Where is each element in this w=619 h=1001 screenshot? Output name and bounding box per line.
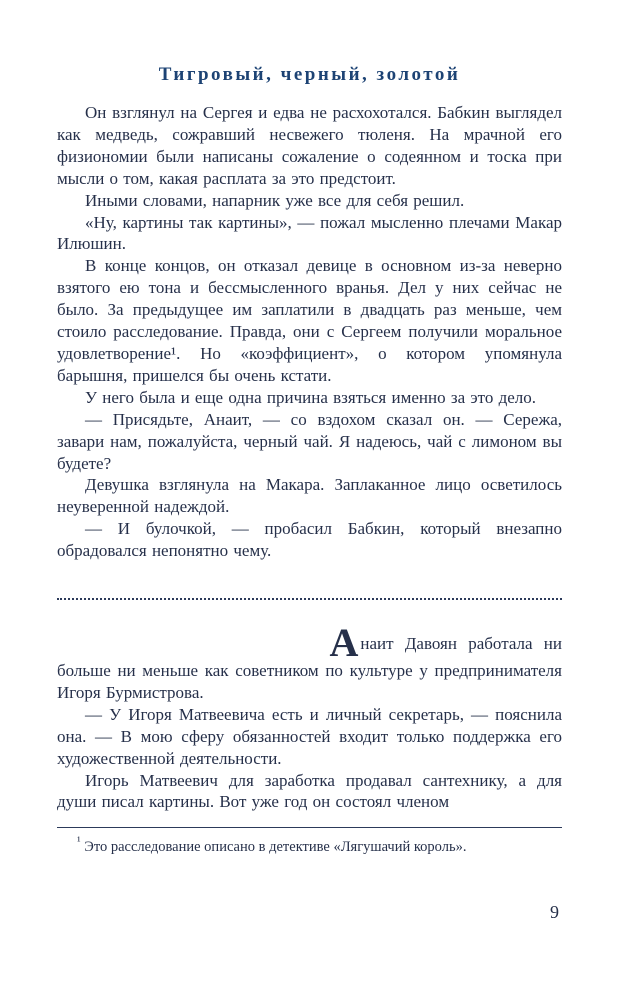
paragraph: — У Игоря Матвеевича есть и личный секретарь, — пояснила она. — В мою сферу обязанностей входит только поддержка его художественной деятельности. <box>57 704 562 768</box>
drop-cap: А <box>329 620 359 666</box>
paragraph: «Ну, картины так картины», — пожал мысленно плечами Макар Илюшин. <box>57 212 562 254</box>
paragraph: Иными словами, напарник уже все для себя решил. <box>85 190 465 210</box>
paragraph: Девушка взглянула на Макара. Заплаканное лицо осветилось неуверенной надеждой. <box>57 475 562 517</box>
paragraph: В конце концов, он отказал девице в основном из-за неверно взятого ею тона и бессмысленного вранья. Дел у них сейчас не было. За предыдущее им заплатили в двадцать раз меньше, чем стоило расследование. Правда, они с Сергеем получили моральное удовлетворение¹. Но «коэффициент», о котором упомянула барышня, пришелся бы очень кстати. <box>57 256 562 385</box>
paragraph: Игорь Матвеевич для заработка продавал сантехнику, а для души писал картины. Вот уже год он состоял членом <box>57 770 562 812</box>
footnote <box>57 832 562 857</box>
paragraph: У него была и еще одна причина взяться именно за это дело. <box>85 387 537 407</box>
paragraph: Он взглянул на Сергея и едва не расхохотался. Бабкин выглядел как медведь, сожравший несвежего тюленя. На мрачной его физиономии были написаны сожаление о содеянном и тоска при мысли о том, какая расплата за это предстоит. <box>57 103 562 188</box>
paragraph: — Присядьте, Анаит, — со вздохом сказал он. — Сережа, завари нам, пожалуйста, черный чай. Я надеюсь, чай с лимоном вы будете? <box>57 409 562 473</box>
footnote-text: Это расследование описано в детективе «Лягушачий король». <box>84 839 467 856</box>
footnote-marker: ¹ <box>77 834 81 849</box>
section-opening-line <box>57 620 562 666</box>
section-separator <box>57 598 562 600</box>
paragraph: — И булочкой, — пробасил Бабкин, который внезапно обрадовался непонятно чему. <box>57 519 562 561</box>
page-number: 9 <box>550 902 559 922</box>
footnote-rule <box>57 827 562 828</box>
chapter-title: Тигровый, черный, золотой <box>158 64 461 85</box>
paragraph: больше ни меньше как советником по культуре у предпринимателя Игоря Бурмистрова. <box>57 661 562 702</box>
opening-text: наит Давоян работала ни <box>360 634 562 654</box>
